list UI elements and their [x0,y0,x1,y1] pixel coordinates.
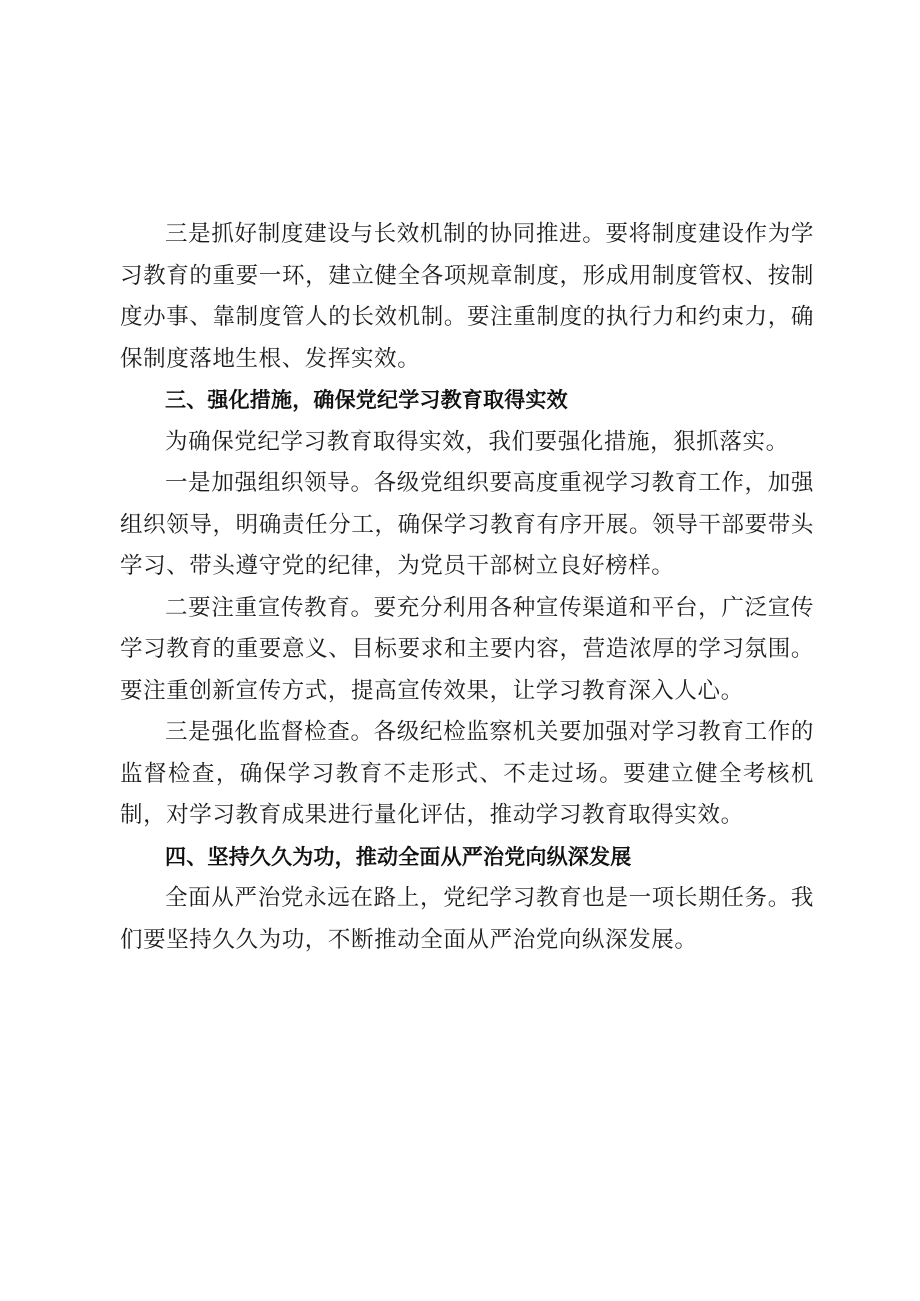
paragraph-section-4-intro: 全面从严治党永远在路上，党纪学习教育也是一项长期任务。我们要坚持久久为功，不断推动全面从严治党向纵深发展。 [120,885,814,953]
paragraph-supervision-inspection: 三是强化监督检查。各级纪检监察机关要加强对学习教育工作的监督检查，确保学习教育不走形式、不走过场。要建立健全考核机制，对学习教育成果进行量化评估，推动学习教育取得实效。 [120,719,814,828]
paragraph-organizational-leadership: 一是加强组织领导。各级党组织要高度重视学习教育工作，加强组织领导，明确责任分工，确保学习教育有序开展。领导干部要带头学习、带头遵守党的纪律，为党员干部树立良好榜样。 [120,470,814,579]
section-heading-4: 四、坚持久久为功，推动全面从严治党向纵深发展 [165,844,632,869]
paragraph-publicity-education: 二要注重宣传教育。要充分利用各种宣传渠道和平台，广泛宣传学习教育的重要意义、目标要求和主要内容，营造浓厚的学习氛围。要注重创新宣传方式，提高宣传效果，让学习教育深入人心。 [120,594,814,704]
paragraph-section-3-intro: 为确保党纪学习教育取得实效，我们要强化措施，狠抓落实。 [165,428,789,455]
section-heading-3: 三、强化措施，确保党纪学习教育取得实效 [165,388,568,412]
paragraph-institution-building: 三是抓好制度建设与长效机制的协同推进。要将制度建设作为学习教育的重要一环，建立健全各项规章制度，形成用制度管权、按制度办事、靠制度管人的长效机制。要注重制度的执行力和约束力，确保制度落地生根、发挥实效。 [120,221,814,372]
document-body [120,214,814,961]
